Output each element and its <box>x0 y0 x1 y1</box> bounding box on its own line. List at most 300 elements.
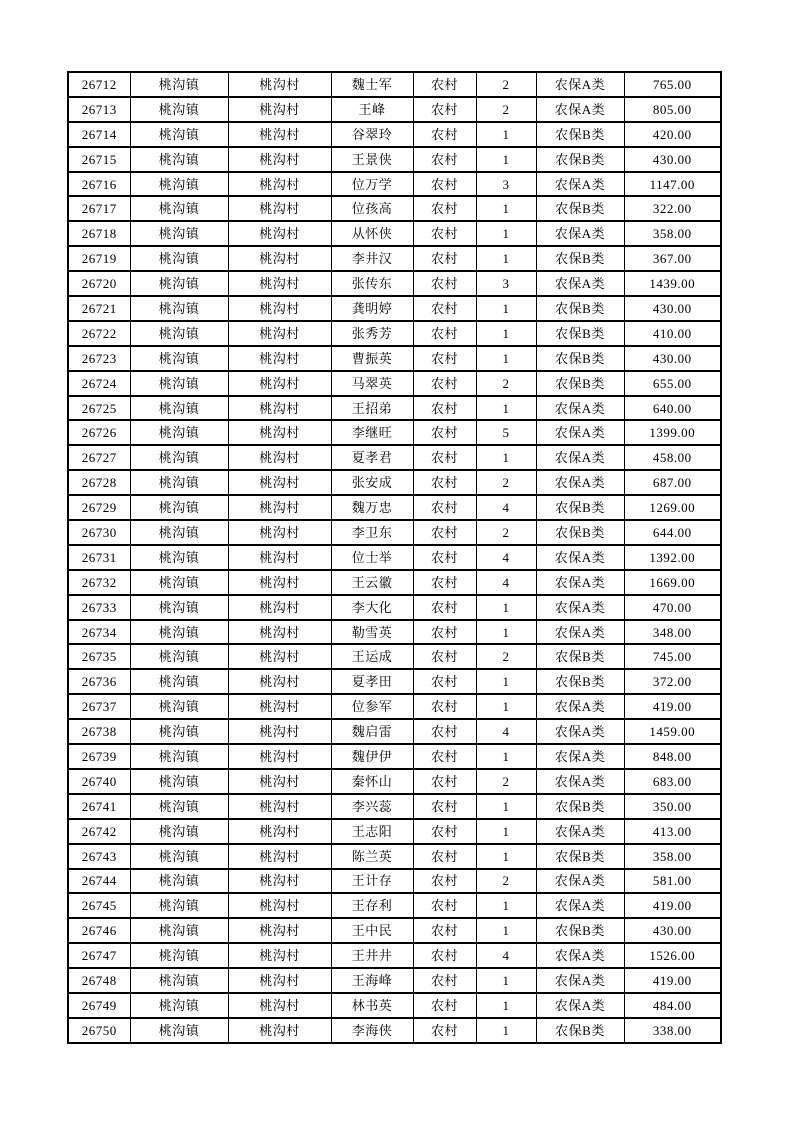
cell-town: 桃沟镇 <box>130 72 228 97</box>
cell-person-name: 王志阳 <box>331 819 413 844</box>
cell-village: 桃沟村 <box>228 968 331 993</box>
cell-town: 桃沟镇 <box>130 420 228 445</box>
cell-person-name: 魏启雷 <box>331 719 413 744</box>
cell-town: 桃沟镇 <box>130 819 228 844</box>
cell-town: 桃沟镇 <box>130 993 228 1018</box>
cell-person-name: 王计存 <box>331 869 413 894</box>
cell-insurance-category: 农保A类 <box>536 97 624 122</box>
cell-sequence-number: 26717 <box>68 196 130 221</box>
cell-person-name: 谷翠玲 <box>331 122 413 147</box>
cell-town: 桃沟镇 <box>130 97 228 122</box>
cell-amount: 1669.00 <box>624 570 721 595</box>
cell-town: 桃沟镇 <box>130 271 228 296</box>
cell-amount: 420.00 <box>624 122 721 147</box>
cell-person-name: 位士举 <box>331 545 413 570</box>
cell-sequence-number: 26741 <box>68 794 130 819</box>
cell-amount: 687.00 <box>624 470 721 495</box>
cell-amount: 765.00 <box>624 72 721 97</box>
cell-town: 桃沟镇 <box>130 196 228 221</box>
cell-village: 桃沟村 <box>228 744 331 769</box>
table-row <box>68 495 721 520</box>
cell-person-name: 王存利 <box>331 893 413 918</box>
cell-person-name: 王云徽 <box>331 570 413 595</box>
cell-person-count: 1 <box>476 819 536 844</box>
cell-person-count: 1 <box>476 1018 536 1043</box>
cell-amount: 484.00 <box>624 993 721 1018</box>
cell-insurance-category: 农保A类 <box>536 620 624 645</box>
table-row <box>68 893 721 918</box>
cell-person-name: 曹振英 <box>331 346 413 371</box>
cell-amount: 419.00 <box>624 694 721 719</box>
cell-amount: 1392.00 <box>624 545 721 570</box>
cell-sequence-number: 26716 <box>68 172 130 197</box>
cell-person-count: 1 <box>476 321 536 346</box>
cell-town: 桃沟镇 <box>130 943 228 968</box>
cell-person-count: 2 <box>476 644 536 669</box>
cell-household-type: 农村 <box>413 495 476 520</box>
cell-amount: 419.00 <box>624 893 721 918</box>
cell-insurance-category: 农保B类 <box>536 122 624 147</box>
cell-person-name: 秦怀山 <box>331 769 413 794</box>
cell-town: 桃沟镇 <box>130 694 228 719</box>
cell-person-name: 李兴蕊 <box>331 794 413 819</box>
cell-person-count: 2 <box>476 97 536 122</box>
table-row <box>68 943 721 968</box>
cell-village: 桃沟村 <box>228 570 331 595</box>
cell-amount: 358.00 <box>624 221 721 246</box>
cell-village: 桃沟村 <box>228 819 331 844</box>
cell-sequence-number: 26732 <box>68 570 130 595</box>
cell-sequence-number: 26723 <box>68 346 130 371</box>
cell-person-count: 1 <box>476 968 536 993</box>
cell-person-name: 魏万忠 <box>331 495 413 520</box>
cell-insurance-category: 农保B类 <box>536 1018 624 1043</box>
cell-sequence-number: 26734 <box>68 620 130 645</box>
cell-village: 桃沟村 <box>228 1018 331 1043</box>
cell-sequence-number: 26730 <box>68 520 130 545</box>
cell-sequence-number: 26743 <box>68 844 130 869</box>
cell-household-type: 农村 <box>413 993 476 1018</box>
cell-household-type: 农村 <box>413 819 476 844</box>
cell-insurance-category: 农保B类 <box>536 844 624 869</box>
cell-insurance-category: 农保A类 <box>536 221 624 246</box>
cell-amount: 419.00 <box>624 968 721 993</box>
cell-town: 桃沟镇 <box>130 893 228 918</box>
cell-amount: 348.00 <box>624 620 721 645</box>
cell-village: 桃沟村 <box>228 520 331 545</box>
cell-town: 桃沟镇 <box>130 147 228 172</box>
cell-person-name: 位孩高 <box>331 196 413 221</box>
cell-village: 桃沟村 <box>228 869 331 894</box>
cell-household-type: 农村 <box>413 321 476 346</box>
table-row <box>68 968 721 993</box>
cell-village: 桃沟村 <box>228 271 331 296</box>
cell-person-count: 1 <box>476 122 536 147</box>
cell-household-type: 农村 <box>413 221 476 246</box>
cell-amount: 1526.00 <box>624 943 721 968</box>
cell-person-name: 位参军 <box>331 694 413 719</box>
cell-village: 桃沟村 <box>228 221 331 246</box>
table-row <box>68 644 721 669</box>
cell-insurance-category: 农保A类 <box>536 396 624 421</box>
beneficiary-table <box>67 71 722 1044</box>
cell-person-name: 王运成 <box>331 644 413 669</box>
cell-person-count: 1 <box>476 744 536 769</box>
cell-person-count: 1 <box>476 893 536 918</box>
cell-sequence-number: 26738 <box>68 719 130 744</box>
cell-amount: 372.00 <box>624 669 721 694</box>
cell-household-type: 农村 <box>413 719 476 744</box>
cell-household-type: 农村 <box>413 644 476 669</box>
cell-sequence-number: 26719 <box>68 246 130 271</box>
cell-amount: 683.00 <box>624 769 721 794</box>
cell-village: 桃沟村 <box>228 595 331 620</box>
cell-insurance-category: 农保B类 <box>536 346 624 371</box>
cell-person-count: 2 <box>476 769 536 794</box>
cell-sequence-number: 26729 <box>68 495 130 520</box>
table-row <box>68 72 721 97</box>
cell-person-count: 1 <box>476 346 536 371</box>
table-row <box>68 172 721 197</box>
cell-person-name: 从怀侠 <box>331 221 413 246</box>
cell-insurance-category: 农保B类 <box>536 196 624 221</box>
cell-amount: 848.00 <box>624 744 721 769</box>
cell-person-count: 4 <box>476 545 536 570</box>
cell-village: 桃沟村 <box>228 420 331 445</box>
table-row <box>68 993 721 1018</box>
cell-amount: 1439.00 <box>624 271 721 296</box>
cell-village: 桃沟村 <box>228 470 331 495</box>
cell-amount: 430.00 <box>624 346 721 371</box>
cell-person-count: 1 <box>476 794 536 819</box>
cell-town: 桃沟镇 <box>130 968 228 993</box>
cell-insurance-category: 农保A类 <box>536 769 624 794</box>
cell-person-name: 马翠英 <box>331 371 413 396</box>
cell-person-count: 1 <box>476 595 536 620</box>
cell-household-type: 农村 <box>413 520 476 545</box>
cell-town: 桃沟镇 <box>130 794 228 819</box>
cell-insurance-category: 农保A类 <box>536 445 624 470</box>
cell-household-type: 农村 <box>413 968 476 993</box>
cell-person-count: 4 <box>476 719 536 744</box>
cell-insurance-category: 农保B类 <box>536 669 624 694</box>
cell-household-type: 农村 <box>413 147 476 172</box>
cell-town: 桃沟镇 <box>130 321 228 346</box>
cell-insurance-category: 农保B类 <box>536 147 624 172</box>
table-row <box>68 694 721 719</box>
cell-town: 桃沟镇 <box>130 346 228 371</box>
cell-village: 桃沟村 <box>228 669 331 694</box>
table-row <box>68 346 721 371</box>
cell-insurance-category: 农保A类 <box>536 744 624 769</box>
cell-village: 桃沟村 <box>228 445 331 470</box>
cell-village: 桃沟村 <box>228 246 331 271</box>
cell-insurance-category: 农保A类 <box>536 545 624 570</box>
table-row <box>68 819 721 844</box>
table-row <box>68 246 721 271</box>
cell-town: 桃沟镇 <box>130 570 228 595</box>
cell-person-count: 1 <box>476 147 536 172</box>
cell-person-name: 李海侠 <box>331 1018 413 1043</box>
cell-household-type: 农村 <box>413 72 476 97</box>
cell-insurance-category: 农保B类 <box>536 644 624 669</box>
cell-town: 桃沟镇 <box>130 769 228 794</box>
cell-town: 桃沟镇 <box>130 869 228 894</box>
cell-amount: 358.00 <box>624 844 721 869</box>
cell-sequence-number: 26735 <box>68 644 130 669</box>
cell-sequence-number: 26727 <box>68 445 130 470</box>
cell-person-name: 魏伊伊 <box>331 744 413 769</box>
cell-insurance-category: 农保A类 <box>536 943 624 968</box>
cell-household-type: 农村 <box>413 620 476 645</box>
cell-household-type: 农村 <box>413 470 476 495</box>
cell-person-name: 勒雪英 <box>331 620 413 645</box>
cell-person-name: 王景侠 <box>331 147 413 172</box>
cell-sequence-number: 26737 <box>68 694 130 719</box>
cell-person-count: 1 <box>476 221 536 246</box>
cell-household-type: 农村 <box>413 669 476 694</box>
cell-person-name: 位万学 <box>331 172 413 197</box>
cell-person-name: 林书英 <box>331 993 413 1018</box>
cell-town: 桃沟镇 <box>130 396 228 421</box>
cell-village: 桃沟村 <box>228 644 331 669</box>
cell-amount: 745.00 <box>624 644 721 669</box>
cell-village: 桃沟村 <box>228 97 331 122</box>
cell-town: 桃沟镇 <box>130 620 228 645</box>
cell-village: 桃沟村 <box>228 321 331 346</box>
cell-sequence-number: 26722 <box>68 321 130 346</box>
cell-amount: 430.00 <box>624 147 721 172</box>
cell-sequence-number: 26746 <box>68 918 130 943</box>
cell-person-name: 张传东 <box>331 271 413 296</box>
cell-sequence-number: 26713 <box>68 97 130 122</box>
cell-household-type: 农村 <box>413 97 476 122</box>
table-row <box>68 719 721 744</box>
cell-person-count: 3 <box>476 172 536 197</box>
cell-amount: 655.00 <box>624 371 721 396</box>
cell-town: 桃沟镇 <box>130 844 228 869</box>
cell-household-type: 农村 <box>413 196 476 221</box>
cell-village: 桃沟村 <box>228 719 331 744</box>
cell-household-type: 农村 <box>413 271 476 296</box>
cell-town: 桃沟镇 <box>130 122 228 147</box>
table-row <box>68 918 721 943</box>
cell-sequence-number: 26714 <box>68 122 130 147</box>
cell-sequence-number: 26733 <box>68 595 130 620</box>
cell-insurance-category: 农保B类 <box>536 321 624 346</box>
table-row <box>68 147 721 172</box>
cell-person-count: 4 <box>476 495 536 520</box>
cell-person-name: 张安成 <box>331 470 413 495</box>
cell-sequence-number: 26718 <box>68 221 130 246</box>
cell-sequence-number: 26736 <box>68 669 130 694</box>
cell-amount: 458.00 <box>624 445 721 470</box>
cell-person-name: 夏孝君 <box>331 445 413 470</box>
table-row <box>68 122 721 147</box>
cell-town: 桃沟镇 <box>130 445 228 470</box>
table-row <box>68 794 721 819</box>
cell-amount: 581.00 <box>624 869 721 894</box>
cell-person-name: 李大化 <box>331 595 413 620</box>
cell-sequence-number: 26725 <box>68 396 130 421</box>
table-body <box>68 72 721 1043</box>
cell-insurance-category: 农保A类 <box>536 595 624 620</box>
cell-town: 桃沟镇 <box>130 918 228 943</box>
cell-household-type: 农村 <box>413 545 476 570</box>
cell-town: 桃沟镇 <box>130 221 228 246</box>
cell-village: 桃沟村 <box>228 396 331 421</box>
cell-town: 桃沟镇 <box>130 172 228 197</box>
table-row <box>68 869 721 894</box>
cell-insurance-category: 农保A类 <box>536 819 624 844</box>
cell-sequence-number: 26748 <box>68 968 130 993</box>
cell-village: 桃沟村 <box>228 296 331 321</box>
cell-village: 桃沟村 <box>228 694 331 719</box>
cell-town: 桃沟镇 <box>130 669 228 694</box>
cell-household-type: 农村 <box>413 1018 476 1043</box>
cell-person-count: 1 <box>476 844 536 869</box>
cell-person-count: 1 <box>476 620 536 645</box>
cell-person-name: 王海峰 <box>331 968 413 993</box>
cell-village: 桃沟村 <box>228 893 331 918</box>
cell-person-count: 1 <box>476 918 536 943</box>
cell-amount: 413.00 <box>624 819 721 844</box>
cell-village: 桃沟村 <box>228 943 331 968</box>
cell-sequence-number: 26731 <box>68 545 130 570</box>
cell-person-count: 1 <box>476 296 536 321</box>
cell-person-name: 李卫东 <box>331 520 413 545</box>
cell-household-type: 农村 <box>413 694 476 719</box>
cell-sequence-number: 26715 <box>68 147 130 172</box>
cell-insurance-category: 农保A类 <box>536 570 624 595</box>
cell-amount: 1459.00 <box>624 719 721 744</box>
cell-amount: 430.00 <box>624 918 721 943</box>
cell-town: 桃沟镇 <box>130 495 228 520</box>
cell-household-type: 农村 <box>413 844 476 869</box>
cell-village: 桃沟村 <box>228 844 331 869</box>
cell-amount: 1147.00 <box>624 172 721 197</box>
cell-town: 桃沟镇 <box>130 545 228 570</box>
cell-sequence-number: 26742 <box>68 819 130 844</box>
table-row <box>68 271 721 296</box>
table-row <box>68 97 721 122</box>
cell-sequence-number: 26739 <box>68 744 130 769</box>
cell-amount: 338.00 <box>624 1018 721 1043</box>
cell-amount: 644.00 <box>624 520 721 545</box>
cell-village: 桃沟村 <box>228 993 331 1018</box>
cell-person-count: 1 <box>476 196 536 221</box>
cell-insurance-category: 农保A类 <box>536 869 624 894</box>
cell-person-name: 王井井 <box>331 943 413 968</box>
cell-person-count: 3 <box>476 271 536 296</box>
cell-village: 桃沟村 <box>228 346 331 371</box>
cell-amount: 430.00 <box>624 296 721 321</box>
table-row <box>68 595 721 620</box>
cell-amount: 1269.00 <box>624 495 721 520</box>
cell-village: 桃沟村 <box>228 172 331 197</box>
cell-insurance-category: 农保A类 <box>536 993 624 1018</box>
cell-insurance-category: 农保A类 <box>536 72 624 97</box>
cell-household-type: 农村 <box>413 296 476 321</box>
table-row <box>68 396 721 421</box>
table-row <box>68 296 721 321</box>
cell-village: 桃沟村 <box>228 495 331 520</box>
cell-insurance-category: 农保B类 <box>536 520 624 545</box>
cell-household-type: 农村 <box>413 869 476 894</box>
table-row <box>68 321 721 346</box>
cell-village: 桃沟村 <box>228 620 331 645</box>
cell-amount: 805.00 <box>624 97 721 122</box>
cell-household-type: 农村 <box>413 246 476 271</box>
table-row <box>68 221 721 246</box>
cell-town: 桃沟镇 <box>130 719 228 744</box>
table-row <box>68 620 721 645</box>
cell-person-count: 2 <box>476 470 536 495</box>
cell-household-type: 农村 <box>413 445 476 470</box>
cell-insurance-category: 农保A类 <box>536 968 624 993</box>
cell-town: 桃沟镇 <box>130 371 228 396</box>
cell-person-name: 王峰 <box>331 97 413 122</box>
table-row <box>68 371 721 396</box>
cell-household-type: 农村 <box>413 918 476 943</box>
cell-person-name: 王招弟 <box>331 396 413 421</box>
cell-person-count: 2 <box>476 869 536 894</box>
cell-insurance-category: 农保B类 <box>536 246 624 271</box>
cell-sequence-number: 26721 <box>68 296 130 321</box>
cell-sequence-number: 26728 <box>68 470 130 495</box>
cell-town: 桃沟镇 <box>130 1018 228 1043</box>
cell-amount: 322.00 <box>624 196 721 221</box>
cell-village: 桃沟村 <box>228 545 331 570</box>
table-row <box>68 445 721 470</box>
cell-household-type: 农村 <box>413 371 476 396</box>
cell-insurance-category: 农保B类 <box>536 371 624 396</box>
cell-town: 桃沟镇 <box>130 744 228 769</box>
cell-insurance-category: 农保A类 <box>536 172 624 197</box>
cell-village: 桃沟村 <box>228 196 331 221</box>
cell-person-name: 魏士军 <box>331 72 413 97</box>
cell-person-count: 2 <box>476 72 536 97</box>
cell-insurance-category: 农保A类 <box>536 271 624 296</box>
cell-village: 桃沟村 <box>228 122 331 147</box>
cell-sequence-number: 26724 <box>68 371 130 396</box>
table-row <box>68 570 721 595</box>
cell-insurance-category: 农保A类 <box>536 893 624 918</box>
cell-sequence-number: 26749 <box>68 993 130 1018</box>
cell-household-type: 农村 <box>413 769 476 794</box>
cell-household-type: 农村 <box>413 595 476 620</box>
cell-person-count: 4 <box>476 570 536 595</box>
cell-household-type: 农村 <box>413 794 476 819</box>
cell-person-name: 李井汉 <box>331 246 413 271</box>
cell-sequence-number: 26740 <box>68 769 130 794</box>
cell-sequence-number: 26712 <box>68 72 130 97</box>
table-row <box>68 545 721 570</box>
cell-sequence-number: 26744 <box>68 869 130 894</box>
cell-sequence-number: 26745 <box>68 893 130 918</box>
cell-person-count: 1 <box>476 993 536 1018</box>
cell-sequence-number: 26726 <box>68 420 130 445</box>
cell-household-type: 农村 <box>413 744 476 769</box>
table-row <box>68 470 721 495</box>
cell-village: 桃沟村 <box>228 769 331 794</box>
table-row <box>68 196 721 221</box>
cell-town: 桃沟镇 <box>130 644 228 669</box>
cell-household-type: 农村 <box>413 122 476 147</box>
cell-household-type: 农村 <box>413 346 476 371</box>
cell-insurance-category: 农保B类 <box>536 495 624 520</box>
table-row <box>68 420 721 445</box>
